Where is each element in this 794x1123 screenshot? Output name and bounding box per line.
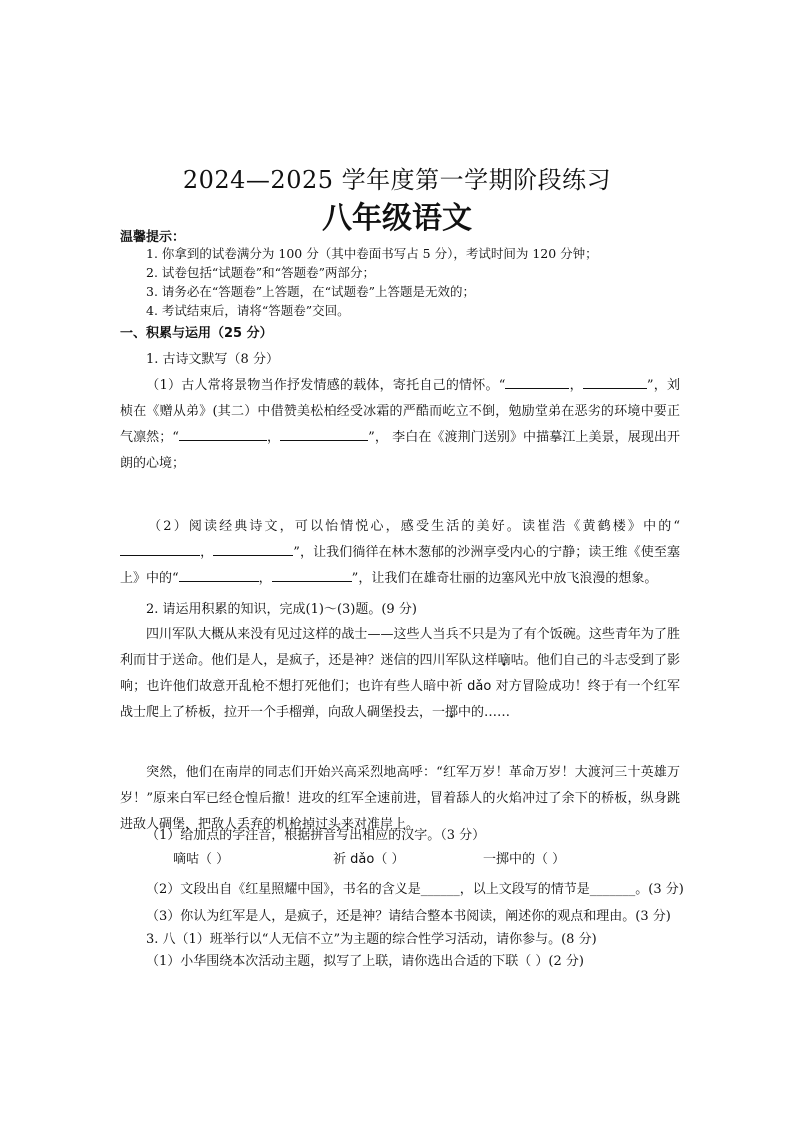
question-2-sub-1: （1）给加点的字注音，根据拼音写出相应的汉字。（3 分） <box>146 828 486 843</box>
word-item[interactable]: 一掷中的（ ） <box>483 852 566 867</box>
word-item[interactable] <box>333 848 483 867</box>
section-heading: 一、积累与运用（25 分） <box>120 326 273 341</box>
passage1-text-d: 中的…… <box>458 705 511 720</box>
exam-title-year: 2024—2025 学年度第一学期阶段练习 <box>182 166 612 194</box>
q1p2-sep: ， <box>200 545 214 560</box>
question-1-part-2 <box>120 514 680 592</box>
question-2-sub-2: （2）文段出自《红星照耀中国》，书名的含义是______，以上文段写的情节是_______。(3 分) <box>146 882 684 897</box>
word2-prefix: 祈 <box>333 852 351 867</box>
reading-passage-1 <box>120 622 680 726</box>
answer-blank[interactable] <box>213 541 293 556</box>
answer-blank[interactable] <box>583 374 647 389</box>
pinyin: dǎo <box>350 852 375 867</box>
exam-title-subject: 八年级语文 <box>322 201 472 236</box>
q1p2-text-c: ”，让我们在雄奇壮丽的边塞风光中放飞浪漫的想象。 <box>351 571 658 586</box>
answer-blank[interactable] <box>179 567 259 582</box>
q1p1-text-a: （1）古人常将景物当作抒发情感的载体，寄托自己的情怀。“ <box>146 378 506 393</box>
passage1-text-b: 咕。他们自己的斗志受到了影响；也许他们故意开乱枪不想打死他们；也许有些人暗中祈 <box>120 653 680 694</box>
dotted-char: 掷 <box>445 705 459 720</box>
tip-item: 4. 考试结束后，请将“答题卷”交回。 <box>146 303 350 318</box>
q1p2-text-b: ”，让我们徜徉在林木葱郁的沙洲享受内心的宁静；读王维《使至塞上》中的“ <box>120 545 680 586</box>
answer-blank[interactable] <box>280 426 368 441</box>
q1p2-sep: ， <box>258 571 272 586</box>
passage1-text-a: 四川军队大概从来没有见过这样的战士——这些人当兵不只是为了有个饭碗。这些青年为了胜利而甘于送命。他们是人，是疯子，还是神？迷信的四川军队这样 <box>120 627 680 668</box>
q1p2-text-a: （2）阅读经典诗文，可以怡情悦心，感受生活的美好。读崔浩《黄鹤楼》中的“ <box>146 519 680 534</box>
question-2-sub-3: （3）你认为红军是人，是疯子，还是神？请结合整本书阅读，阐述你的观点和理由。(3 分) <box>146 909 671 924</box>
dotted-char: 嘀 <box>497 653 511 668</box>
tips-list <box>146 244 598 320</box>
answer-blank[interactable] <box>179 426 267 441</box>
pinyin: dǎo <box>467 679 492 694</box>
question-1-part-1 <box>120 373 680 477</box>
answer-blank[interactable] <box>272 567 352 582</box>
q1p1-text-b: ”，刘桢在《赠从弟》(其二）中借赞美松柏经受冰霜的严酷而屹立不倒，勉励堂弟在恶劣的环境中要正气凛然；“ <box>120 378 680 445</box>
question-3-title: 3. 八（1）班举行以“人无信不立”为主题的综合性学习活动，请你参与。(8 分) <box>146 932 597 947</box>
tip-item: 3. 请务必在“答题卷”上答题，在“试题卷”上答题是无效的； <box>146 284 475 299</box>
tip-item: 2. 试卷包括“试题卷”和“答题卷”两部分； <box>146 265 375 280</box>
tips-label: 温馨提示： <box>120 230 186 245</box>
question-2-title: 2. 请运用积累的知识，完成(1)～(3)题。(9 分) <box>146 602 417 617</box>
passage1-text-c: 对方冒险成功！终于有一个红军战士爬上了桥板，拉开一个手榴弹，向敌人碉堡投去，一 <box>120 679 680 720</box>
q1p1-sep: ， <box>266 430 281 445</box>
answer-blank[interactable] <box>505 374 569 389</box>
tip-item: 1. 你拿到的试卷满分为 100 分（其中卷面书写占 5 分），考试时间为 120 分钟； <box>146 246 598 261</box>
question-1-title: 1. 古诗文默写（8 分） <box>146 352 279 367</box>
pinyin-answer-row <box>173 848 565 867</box>
answer-blank[interactable] <box>120 541 200 556</box>
word-item[interactable]: 嘀咕（ ） <box>173 852 230 867</box>
q1p1-sep: ， <box>569 378 583 393</box>
question-3-sub-1: （1）小华围绕本次活动主题，拟写了上联，请你选出合适的下联（ ）(2 分) <box>146 954 584 969</box>
passage2-text: 突然，他们在南岸的同志们开始兴高采烈地高呼：“红军万岁！革命万岁！大渡河三十英雄万岁！”原来白军已经仓惶后撤！进攻的红军全速前进，冒着舔人的火焰冲过了余下的桥板，纵身跳进敌人碉堡，把敌人丢弃的机枪掉过头来对准岸上。 <box>120 765 680 832</box>
word2-paren: （ ） <box>374 852 405 867</box>
q1p1-text-c: ”， 李白在《渡荆门送别》中描摹江上美景，展现出开朗的心境； <box>120 430 680 471</box>
